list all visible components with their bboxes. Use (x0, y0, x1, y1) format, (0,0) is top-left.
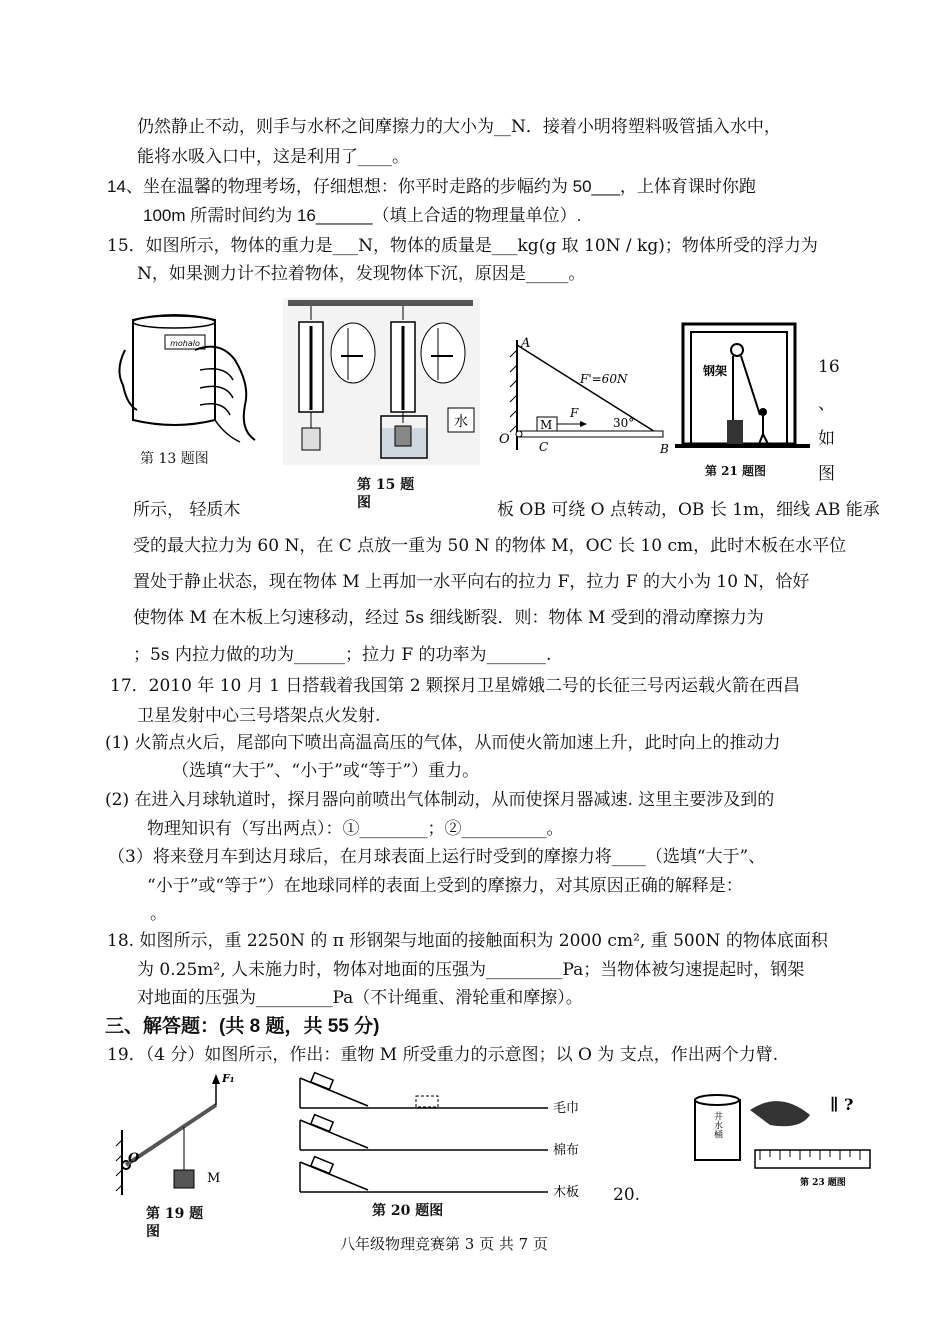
q13-line2: 能将水吸入口中，这是利用了____。 (137, 147, 409, 167)
svg-text:B: B (660, 442, 669, 456)
svg-text:F'=60N: F'=60N (580, 372, 628, 386)
q13-line1: 仍然静止不动，则手与水杯之间摩擦力的大小为__N．接着小明将塑料吸管插入水中， (137, 117, 781, 137)
q17-line3: (1) 火箭点火后，尾部向下喷出高温高压的气体，从而使火箭加速上升，此时向上的推动力 (105, 733, 781, 753)
q17-line9: 。 (150, 904, 167, 924)
fig20-label-2: 棉布 (553, 1143, 580, 1158)
q18-line1: 18. 如图所示，重 2250N 的 π 形钢架与地面的接触面积为 2000 cm², 重 500N 的物体底面积 (107, 931, 828, 951)
q17-line6: 物理知识有（写出两点）：①________；②__________。 (147, 819, 564, 839)
section-heading: 三、解答题：(共 8 题，共 55 分) (105, 1016, 380, 1037)
svg-text:M: M (207, 1171, 221, 1186)
svg-text:O: O (128, 1151, 140, 1166)
q17-line8: “小于”或“等于”）在地球同样的表面上受到的摩擦力，对其原因正确的解释是： (147, 876, 743, 896)
svg-text:M: M (540, 418, 553, 432)
svg-text:第 23 题图: 第 23 题图 (800, 1178, 846, 1188)
q16-side-2: 、 (818, 394, 835, 414)
q17-line1: 17．2010 年 10 月 1 日搭载着我国第 2 颗探月卫星嫦娥二号的长征三号丙运载火箭在西昌 (110, 676, 800, 696)
q20-number: 20. (613, 1185, 641, 1205)
fig15-spring-scales (283, 298, 480, 465)
q15-line1: 15．如图所示，物体的重力是___N，物体的质量是___kg(g 取 10N / kg)；物体所受的浮力为 (107, 236, 818, 256)
q16-line5: ；5s 内拉力做的功为______；拉力 F 的功率为_______. (133, 645, 552, 665)
fig20-caption: 第 20 题图 (372, 1203, 444, 1219)
fig16-lever-diagram (495, 335, 670, 460)
q17-line2: 卫星发射中心三号塔架点火发射. (137, 706, 381, 726)
q16-side-1: 16 (818, 357, 840, 377)
fig21-frame (675, 320, 810, 457)
fig13-hand-cup (115, 310, 260, 445)
fig13-cup-label: mohalo (170, 339, 200, 348)
q19-line1: 19．（4 分）如图所示，作出：重物 M 所受重力的示意图；以 O 为 支点，作出两个力臂. (107, 1045, 779, 1065)
q16-line1a: 所示， 轻质木 (133, 500, 241, 520)
svg-text:30°: 30° (613, 416, 635, 430)
fig15-caption: 第 15 题图 (357, 477, 415, 511)
svg-text:F: F (570, 406, 579, 420)
svg-text:钢架: 钢架 (703, 364, 728, 378)
q17-line7: （3）将来登月车到达月球后，在月球表面上运行时受到的摩擦力将____（选填“大于”、 (108, 847, 766, 867)
q16-line2: 受的最大拉力为 60 N，在 C 点放一重为 50 N 的物体 M，OC 长 10 cm，此时木板在水平位 (133, 536, 847, 556)
q16-line4: 使物体 M 在木板上匀速移动，经过 5s 细线断裂．则：物体 M 受到的滑动摩擦力为 (133, 608, 764, 628)
fig20-inclines (298, 1068, 598, 1198)
q16-side-3: 如 (818, 429, 835, 449)
svg-text:F₁: F₁ (222, 1072, 235, 1085)
q14-line1: 14、坐在温馨的物理考场，仔细想想：你平时走路的步幅约为 50___，上体育课时你跑 (107, 177, 756, 196)
svg-text:C: C (539, 440, 549, 454)
q16-line3: 置处于静止状态，现在物体 M 上再加一水平向右的拉力 F，拉力 F 的大小为 10 N，恰好 (133, 572, 810, 592)
fig15-water-label: 水 (454, 414, 468, 430)
q18-line2: 为 0.25m², 人未施力时，物体对地面的压强为_________Pa；当物体被匀速提起时，钢架 (137, 960, 805, 980)
q16-line1b: 板 OB 可绕 O 点转动，OB 长 1m，细线 AB 能承 (497, 500, 880, 520)
q17-line4: （选填“大于”、“小于”或“等于”）重力。 (172, 761, 480, 781)
fig20-label-3: 木板 (553, 1185, 580, 1198)
fig13-caption: 第 13 题图 (140, 451, 209, 467)
fig19-caption: 第 19 题图 (146, 1206, 204, 1240)
q15-line2: N，如果测力计不拉着物体，发现物体下沉，原因是_____。 (137, 264, 586, 284)
fig23-bucket-ruler (690, 1085, 880, 1195)
fig20-label-1: 毛巾 (553, 1101, 580, 1116)
q14-line2: 100m 所需时间约为 16______（填上合适的物理量单位）. (143, 206, 582, 225)
fig19-lever (112, 1070, 242, 1200)
q16-side-4: 图 (818, 464, 835, 484)
svg-text:∥ ?: ∥ ? (830, 1095, 854, 1114)
q17-line5: (2) 在进入月球轨道时，探月器向前喷出气体制动，从而使探月器减速. 这里主要涉及到的 (105, 790, 775, 810)
fig21-caption: 第 21 题图 (705, 464, 767, 478)
page-footer: 八年级物理竞赛第 3 页 共 7 页 (340, 1235, 548, 1253)
svg-text:井水桶: 井水桶 (712, 1111, 722, 1139)
q18-line3: 对地面的压强为_________Pa（不计绳重、滑轮重和摩擦）。 (137, 988, 583, 1008)
svg-text:A: A (521, 336, 531, 351)
svg-text:O: O (499, 432, 510, 447)
